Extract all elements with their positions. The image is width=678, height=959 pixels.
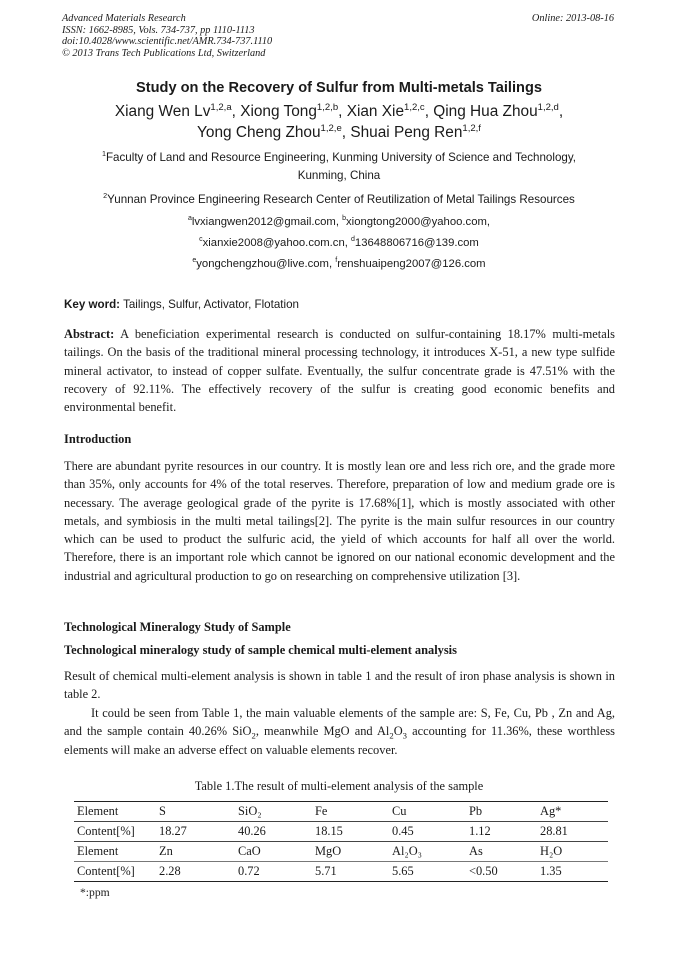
table-caption: Table 1.The result of multi-element analysis of the sample: [194, 779, 484, 793]
table-row: [74, 862, 608, 882]
intro-heading: Introduction: [64, 432, 132, 446]
author: Xian Xie$^{1,2,c}$: [346, 101, 425, 120]
abstract: [64, 325, 615, 416]
journal-name: Advanced Materials Research: [62, 13, 186, 24]
table-cell: 0.72: [235, 862, 312, 882]
paper-title: Study on the Recovery of Sulfur from Multi-metals Tailings: [136, 80, 542, 96]
paragraph: Result of chemical multi-element analysis is shown in table 1 and the result of iron phase analysis is shown in table 2.: [64, 669, 615, 702]
keywords-text: Tailings, Sulfur, Activator, Flotation: [123, 298, 299, 311]
table-cell: H₂O: [537, 842, 608, 862]
table-cell: CaO: [235, 842, 312, 862]
table-cell: 2.28: [156, 862, 235, 882]
author: Xiang Wen Lv$^{1,2,a}$: [114, 101, 232, 120]
online-date: Online: 2013-08-16: [531, 13, 614, 24]
table-cell: <0.50: [466, 862, 537, 882]
table-cell: Pb: [466, 802, 537, 822]
table-cell: 5.65: [389, 862, 466, 882]
section-heading: Technological Mineralogy Study of Sample: [64, 620, 291, 634]
table-cell: Content[%]: [74, 822, 156, 842]
table-cell: Zn: [156, 842, 235, 862]
email-link[interactable]: xiongtong2000@yahoo.com: [346, 216, 487, 228]
table-cell: SiO₂: [235, 802, 312, 822]
table-cell: MgO: [312, 842, 389, 862]
table-cell: 5.71: [312, 862, 389, 882]
affiliation-1: $^1$Faculty of Land and Resource Engineering, Kunming University of Science and Technology, Kunming, China: [101, 149, 577, 182]
keywords-label: Key word:: [64, 298, 121, 311]
running-header: [62, 13, 614, 59]
email-link[interactable]: 13648806716@139.com: [354, 237, 479, 249]
issn-line: ISSN: 1662-8985, Vols. 734-737, pp 1110-1113: [62, 24, 255, 36]
table-cell: 18.15: [312, 822, 389, 842]
table-cell: 18.27: [156, 822, 235, 842]
author: Shuai Peng Ren$^{1,2,f}$: [350, 122, 481, 141]
affiliation-2: $^2$Yunnan Province Engineering Research Center of Reutilization of Metal Tailings Resources: [103, 191, 575, 206]
email-link[interactable]: renshuaipeng2007@126.com: [337, 258, 486, 270]
table-note: *:ppm: [80, 886, 110, 899]
subsection-heading: Technological mineralogy study of sample chemical multi-element analysis: [64, 643, 457, 657]
table-cell: Fe: [312, 802, 389, 822]
table-cell: As: [466, 842, 537, 862]
table-row: [74, 802, 608, 822]
keywords: [64, 298, 299, 311]
table-cell: 40.26: [235, 822, 312, 842]
intro-paragraph: There are abundant pyrite resources in our country. It is mostly lean ore and less rich ore, and the grade more than 35%, only accounts for 4% of the total reserves. Therefore, preparation of low and medium grade ore is necessary. The average geological grade of the pyrite is 17.68%[1], which is mostly associated with other metals, and symbiosis in the multi metal tailings[2]. The pyrite is the main sulfur resources in our country which can be used to product the sulfuric acid, the yield of which accounts for half all over the world. Therefore, there is an important role which cannot be ignored on our national economic development and the industrial and agricultural production to go on researching on comprehensive utilization [3].: [64, 459, 615, 583]
copyright-line: © 2013 Trans Tech Publications Ltd, Switzerland: [62, 47, 266, 59]
email-link[interactable]: xianxie2008@yahoo.com.cn: [202, 237, 345, 249]
table-cell: Element: [74, 802, 156, 822]
paragraph: It could be seen from Table 1, the main valuable elements of the sample are: S, Fe, Cu, Pb , Zn and Ag, and the sample contain 40.26% SiO$_2$, meanwhile MgO and $Al_2O_3$ accounting for 11.36%, these worthless elements will make an adverse effect on valuable elements recover.: [64, 706, 615, 757]
email-link[interactable]: lvxiangwen2012@gmail.com: [191, 216, 336, 228]
table-row: [74, 842, 608, 862]
email-link[interactable]: yongchengzhou@live.com: [196, 258, 329, 270]
table-cell: 0.45: [389, 822, 466, 842]
author-list: Xiang Wen Lv$^{1,2,a}$, Xiong Tong$^{1,2,b}$, Xian Xie$^{1,2,c}$, Qing Hua Zhou$^{1,2,d}$, Yong Cheng Zhou$^{1,2,e}$, Shuai Peng Ren$^{1,2,f}$: [114, 101, 564, 141]
author: Qing Hua Zhou$^{1,2,d}$: [433, 101, 559, 120]
table-cell: S: [156, 802, 235, 822]
table-cell: Ag*: [537, 802, 608, 822]
email-block: $^a$lvxiangwen2012@gmail.com, $^b$xiongtong2000@yahoo.com, $^c$xianxie2008@yahoo.com.cn, $^d$13648806716@139.com $^e$yongchengzhou@live.com, $^f$renshuaipeng2007@126.com: [187, 215, 491, 270]
table-cell: 28.81: [537, 822, 608, 842]
table-cell: Content[%]: [74, 862, 156, 882]
multi-element-table: [74, 801, 608, 882]
table-cell: 1.12: [466, 822, 537, 842]
doi-line: doi:10.4028/www.scientific.net/AMR.734-737.1110: [62, 36, 273, 48]
table-cell: 1.35: [537, 862, 608, 882]
author: Xiong Tong$^{1,2,b}$: [240, 101, 339, 120]
table-row: [74, 822, 608, 842]
abstract-text: A beneficiation experimental research is conducted on sulfur-containing 18.17% multi-metals tailings. On the basis of the traditional mineral processing technology, it introduces X-51, a new type sulfide mineral activator, to instead of copper sulfate. Eventually, the sulfur concentrate grade is 47.51% with the recovery of 92.11%. The effectively recovery of the sulfur is creating good economic benefits and environmental benefit.: [64, 327, 615, 415]
table-cell: Al₂O₃: [389, 842, 466, 862]
table-cell: Cu: [389, 802, 466, 822]
author: Yong Cheng Zhou$^{1,2,e}$: [197, 122, 342, 141]
table-cell: Element: [74, 842, 156, 862]
abstract-label: Abstract:: [64, 327, 115, 341]
